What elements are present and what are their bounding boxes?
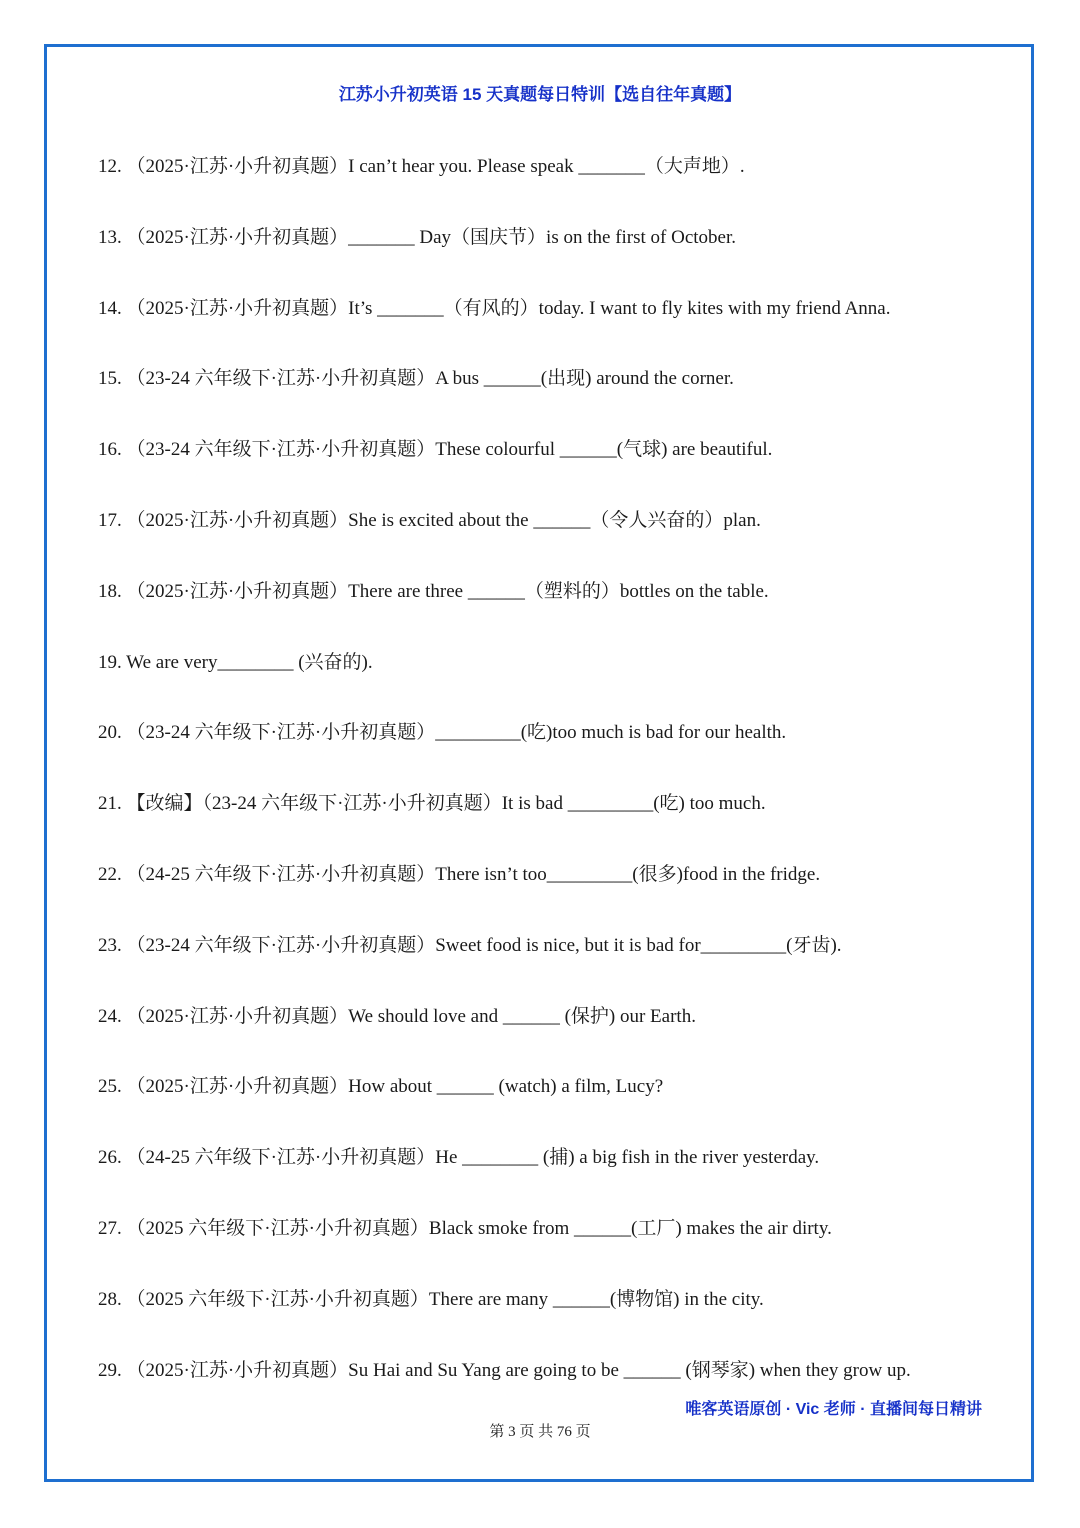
question-number: 15. [98,368,122,390]
question-text: We are very________ (兴奋的). [126,651,373,673]
question-item [98,1075,998,1099]
question-item [98,792,998,816]
page-border [44,44,1034,1482]
question-item [98,438,998,462]
question-number: 12. [98,156,122,177]
question-text: （2025·江苏·小升初真题）We should love and ______ (保护) our Earth. [126,1005,696,1027]
question-item [98,721,998,745]
question-number: 28. [98,1288,122,1310]
question-text: （2025·江苏·小升初真题）It’s _______（有风的）today. I want to fly kites with my friend Anna. [126,297,891,319]
question-item [98,155,998,179]
question-text: 【改编】（23-24 六年级下·江苏·小升初真题）It is bad _________(吃) too much. [126,793,766,815]
question-number: 13. [98,226,122,248]
question-number: 24. [98,1005,122,1027]
question-number: 16. [98,439,122,461]
question-text: （24-25 六年级下·江苏·小升初真题）There isn’t too_________(很多)food in the fridge. [126,864,821,885]
question-item [98,1217,998,1241]
question-number: 14. [98,297,122,319]
question-text: （23-24 六年级下·江苏·小升初真题）A bus ______(出现) around the corner. [126,368,734,390]
question-number: 23. [98,934,122,956]
question-text: （2025 六年级下·江苏·小升初真题）There are many ______(博物馆) in the city. [126,1288,764,1310]
question-text: （23-24 六年级下·江苏·小升初真题）Sweet food is nice, but it is bad for_________(牙齿). [126,934,842,956]
question-number: 17. [98,510,122,531]
question-text: （2025·江苏·小升初真题）_______ Day（国庆节）is on the first of October. [126,226,737,248]
question-item [98,580,998,604]
question-number: 27. [98,1218,122,1239]
question-number: 21. [98,793,122,815]
question-item [98,863,998,887]
question-number: 26. [98,1147,122,1169]
question-text: （2025·江苏·小升初真题）She is excited about the ______（令人兴奋的）plan. [126,510,761,531]
page-title: 江苏小升初英语 15 天真题每日特训【选自往年真题】 [338,85,742,104]
question-item [98,509,998,533]
question-item [98,1005,998,1029]
question-item [98,651,998,675]
footer-brand: 唯客英语原创 · Vic 老师 · 直播间每日精讲 [685,1401,982,1418]
question-text: （23-24 六年级下·江苏·小升初真题）_________(吃)too much is bad for our health. [126,722,787,744]
question-text: （24-25 六年级下·江苏·小升初真题）He ________ (捕) a big fish in the river yesterday. [126,1147,820,1169]
question-text: （23-24 六年级下·江苏·小升初真题）These colourful ______(气球) are beautiful. [126,439,773,461]
question-text: （2025·江苏·小升初真题）I can’t hear you. Please speak _______（大声地）. [126,156,745,177]
question-item [98,297,998,321]
question-item [98,1146,998,1170]
question-number: 25. [98,1076,122,1098]
question-item [98,934,998,958]
question-text: （2025·江苏·小升初真题）Su Hai and Su Yang are going to be ______ (钢琴家) when they grow up. [126,1359,911,1381]
question-number: 19. [98,651,122,673]
question-text: （2025·江苏·小升初真题）How about ______ (watch) a film, Lucy? [126,1076,664,1098]
question-number: 20. [98,722,122,744]
question-number: 22. [98,864,122,885]
question-number: 29. [98,1359,122,1381]
question-item [98,1359,998,1383]
question-item [98,226,998,250]
question-text: （2025 六年级下·江苏·小升初真题）Black smoke from ______(工厂) makes the air dirty. [126,1218,832,1239]
page-number: 第 3 页 共 76 页 [489,1424,591,1440]
question-number: 18. [98,580,122,602]
question-item [98,367,998,391]
question-item [98,1288,998,1312]
question-text: （2025·江苏·小升初真题）There are three ______（塑料的）bottles on the table. [126,580,769,602]
